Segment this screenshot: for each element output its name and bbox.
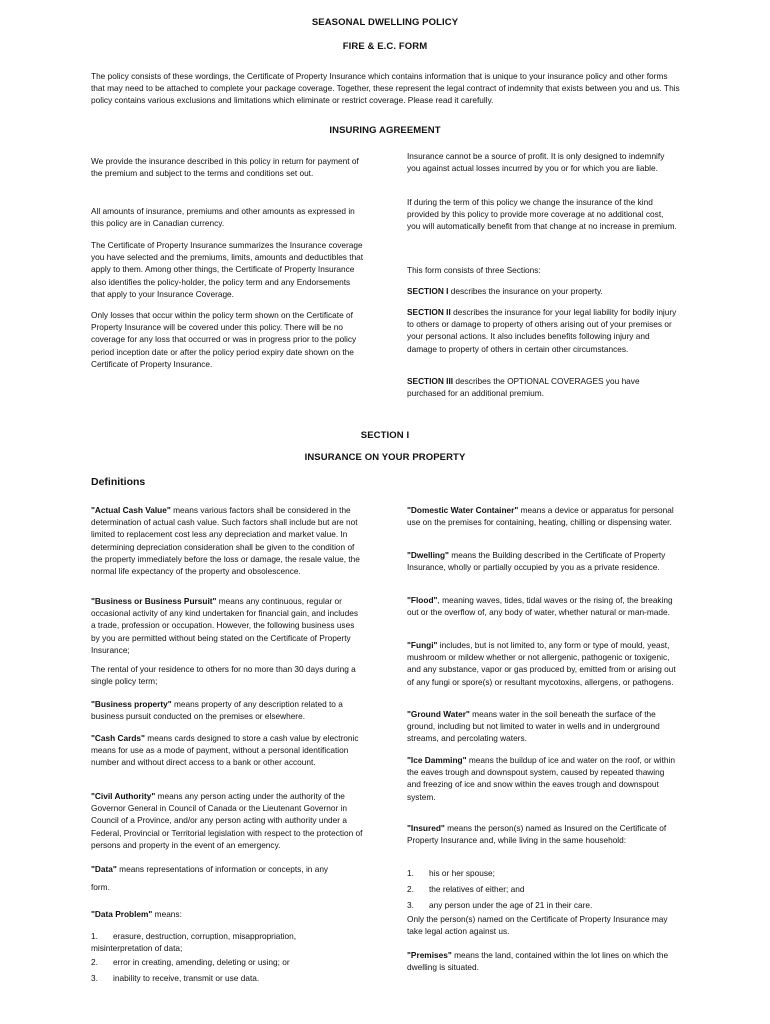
section-1-subheading: INSURANCE ON YOUR PROPERTY: [304, 452, 466, 463]
definition-data: "Data" means representations of information or concepts, in any: [91, 864, 329, 874]
definition-data-cont: form.: [91, 882, 110, 892]
definition-fungi: "Fungi" includes, but is not limited to, any form or type of mould, yeast, mushroom or mildew whether or not allergenic, pathogenic or toxigenic, and any substance, vapor or gas produced by, emitted from or arising out of any fungi or spore(s) or resultant mycotoxins, allergens, or pathogens.: [407, 640, 676, 687]
definition-domestic-water-container: "Domestic Water Container" means a device or apparatus for personal use on the premises for containing, heating, chilling or dispensing water.: [407, 505, 674, 528]
insuring-right-para-2: If during the term of this policy we change the insurance of the kind provided by this policy to provide more coverage at no additional cost, you will automatically benefit from that change at no increase in premium.: [407, 197, 677, 232]
definition-premises: "Premises" means the land, contained within the lot lines on which the dwelling is situated.: [407, 950, 669, 973]
document-title: SEASONAL DWELLING POLICY: [311, 17, 459, 28]
rental-exception: The rental of your residence to others for no more than 30 days during a single policy term;: [91, 664, 356, 687]
insuring-left-para-3: The Certificate of Property Insurance summarizes the Insurance coverage you have selected and the premiums, limits, amounts and deductibles that apply to them. Among other things, the Certificate of Property Insurance also identifies the policy-holder, the policy term and any Endorsements that apply to your Insurance Coverage.: [91, 240, 364, 299]
insuring-left-para-2: All amounts of insurance, premiums and other amounts as expressed in this policy are in Canadian currency.: [91, 206, 355, 229]
section-2-summary: SECTION II describes the insurance for your legal liability for bodily injury to others or damage to property of others arising out of your premises or your personal actions. It also includes benefits following injury and damage to property of others in certain other circumstances.: [407, 307, 677, 354]
document-subtitle: FIRE & E.C. FORM: [342, 41, 428, 52]
insuring-agreement-heading: INSURING AGREEMENT: [329, 125, 441, 136]
insured-item-1: 1. his or her spouse;: [407, 868, 495, 878]
insuring-left-para-4: Only losses that occur within the policy term shown on the Certificate of Property Insurance will be covered under this policy. There will be no coverage for any loss that occurred or was in progress prior to the policy period inception date or after the policy period expiry date shown on the Certificate of Property Insurance.: [91, 310, 357, 369]
data-problem-item-3: 3. inability to receive, transmit or use data.: [91, 973, 260, 983]
definition-flood: "Flood", meaning waves, tides, tidal waves or the rising of, the breaking out or the overflow of, any body of water, whether natural or man-made.: [407, 595, 673, 618]
definition-business-pursuit: "Business or Business Pursuit" means any continuous, regular or occasional activity of any kind undertaken for financial gain, and includes a trade, profession or occupation. However, the following business uses by you are permitted without being stated on the Certificate of Property Insurance;: [91, 596, 359, 655]
definition-business-property: "Business property" means property of any description related to a business pursuit conducted on the premises or elsewhere.: [91, 699, 343, 722]
definition-cash-cards: "Cash Cards" means cards designed to store a cash value by electronic means for use as a mode of payment, without a personal identification number and without direct access to a bank or other account.: [91, 733, 359, 768]
data-problem-item-2: 2. error in creating, amending, deleting or using; or: [91, 957, 290, 967]
insuring-left-para-1: We provide the insurance described in this policy in return for payment of the premium and subject to the terms and conditions set out.: [91, 156, 359, 179]
definitions-heading: Definitions: [91, 476, 146, 488]
section-3-summary: SECTION III describes the OPTIONAL COVERAGES you have purchased for an additional premium.: [407, 376, 640, 399]
insured-item-2: 2. the relatives of either; and: [407, 884, 525, 894]
section-1-summary: SECTION I describes the insurance on your property.: [407, 286, 603, 296]
insured-item-3: 3. any person under the age of 21 in their care.: [407, 900, 593, 910]
definition-ice-damming: "Ice Damming" means the buildup of ice and water on the roof, or within the eaves trough and downspout system, caused by repeated thawing and freezing of ice and snow within the eaves trough and downspout system.: [407, 755, 675, 802]
intro-paragraph: The policy consists of these wordings, the Certificate of Property Insurance which contains information that is unique to your insurance policy and other forms that may need to be attached to complete your package coverage. Together, these represent the legal contract of indemnity that exists between you and us. This policy contains various exclusions and limitations which eliminate or restrict coverage. Please read it carefully.: [91, 71, 680, 106]
definition-dwelling: "Dwelling" means the Building described in the Certificate of Property Insurance, wholly or partially occupied by you as a private residence.: [407, 550, 666, 573]
definition-ground-water: "Ground Water" means water in the soil beneath the surface of the ground, including but not limited to water in wells and in underground streams, and percolating waters.: [407, 709, 660, 744]
definition-actual-cash-value: "Actual Cash Value" means various factors shall be considered in the determination of actual cash value. Such factors shall include but are not limited to replacement cost less any depreciation and market value. In determining depreciation consideration shall be given to the condition of the property immediately before the loss or damage, the resale value, the normal life expectancy of the property and obsolescence.: [91, 505, 360, 577]
section-1-heading: SECTION I: [360, 430, 410, 441]
data-problem-item-1: 1. erasure, destruction, corruption, misappropriation, misinterpretation of data;: [91, 931, 297, 954]
insured-legal-action-note: Only the person(s) named on the Certificate of Property Insurance may take legal action against us.: [407, 914, 668, 937]
insuring-right-para-1: Insurance cannot be a source of profit. It is only designed to indemnify you against actual losses incurred by you or for which you are liable.: [407, 151, 665, 174]
definition-civil-authority: "Civil Authority" means any person acting under the authority of the Governor General in Council of Canada or the Lieutenant Governor in Council of a Province, and/or any person acting with authority under a Federal, Provincial or Territorial legislation with respect to the protection of persons and property in the event of an emergency.: [91, 791, 363, 850]
insuring-right-para-3: This form consists of three Sections:: [407, 265, 541, 275]
definition-insured: "Insured" means the person(s) named as Insured on the Certificate of Property Insurance and, while living in the same household:: [407, 823, 667, 846]
definition-data-problem: "Data Problem" means:: [91, 909, 182, 919]
